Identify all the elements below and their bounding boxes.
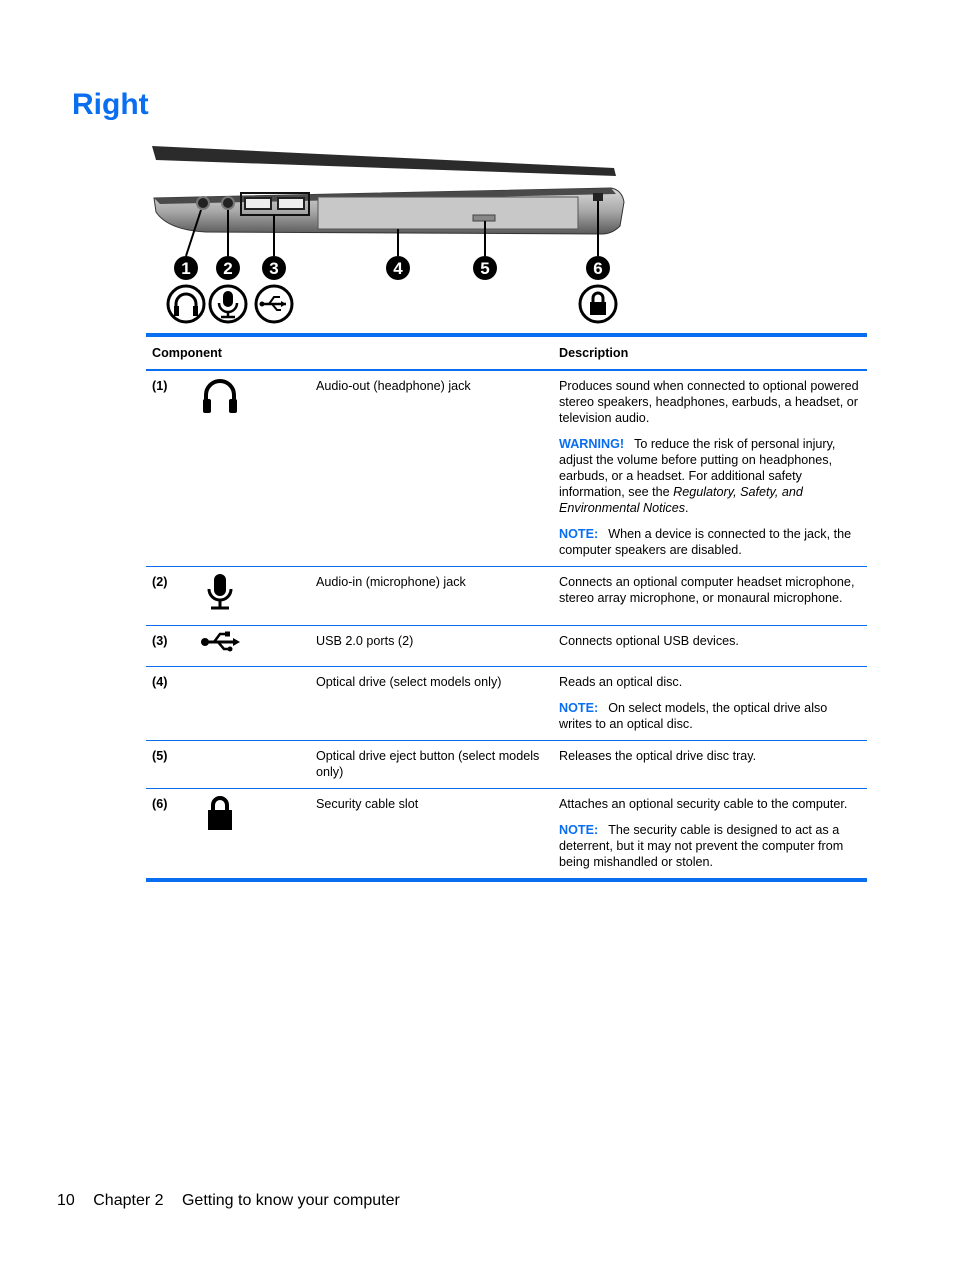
microphone-icon: [200, 571, 240, 613]
laptop-right-side-illustration: [146, 140, 646, 330]
note-text: The security cable is designed to act as a deterrent, but it may not prevent the computer from being mishandled or stolen.: [559, 823, 844, 869]
chapter-label: Chapter 2: [93, 1192, 164, 1209]
row-number: (1): [152, 379, 168, 393]
warning-text: To reduce the risk of personal injury, adjust the volume before putting on headphones, earbuds, or a headset. For additional safety information, see the: [559, 437, 836, 499]
svg-text:3: 3: [269, 259, 279, 278]
table-header-row: [146, 335, 867, 370]
lock-icon: [200, 793, 240, 833]
usb-icon: [200, 630, 242, 654]
warning-label: WARNING!: [559, 437, 625, 451]
svg-text:6: 6: [593, 259, 603, 278]
table-row: [146, 626, 867, 667]
component-name: USB 2.0 ports (2): [316, 634, 414, 648]
note: [559, 700, 861, 732]
component-name: Audio-in (microphone) jack: [316, 575, 466, 589]
note-label: NOTE:: [559, 823, 599, 837]
row-number: (5): [152, 749, 168, 763]
page-title: Right: [72, 88, 149, 121]
note: [559, 526, 861, 558]
description-text: Connects an optional computer headset microphone, stereo array microphone, or monaural microphone.: [559, 575, 855, 605]
callout-1: [174, 256, 198, 280]
note-label: NOTE:: [559, 701, 599, 715]
table-row: [146, 667, 867, 741]
callout-3: [262, 256, 286, 280]
table-row: [146, 567, 867, 626]
table-row: [146, 789, 867, 881]
page-number: 10: [57, 1192, 75, 1209]
callout-6: [586, 256, 610, 280]
row-number: (4): [152, 675, 168, 689]
row-number: (6): [152, 797, 168, 811]
description-text: Releases the optical drive disc tray.: [559, 749, 757, 763]
chapter-title: Getting to know your computer: [181, 1192, 400, 1209]
warning-note: WARNING! To reduce the risk of personal injury, adjust the volume before putting on headphones, earbuds, or a headset. For additional safety information, see the Regulatory, Safety, and Environmental Notices.: [559, 437, 836, 515]
lock-icon: [580, 286, 616, 322]
note-text: When a device is connected to the jack, the computer speakers are disabled.: [559, 527, 852, 557]
page-footer: [57, 1192, 414, 1210]
component-name: Optical drive eject button (select models only): [316, 749, 540, 779]
note: [559, 822, 861, 870]
component-name: Security cable slot: [316, 797, 419, 811]
warning-reference: Regulatory, Safety, and Environmental Notices: [559, 485, 803, 515]
svg-text:5: 5: [480, 259, 490, 278]
headphone-icon: [168, 286, 204, 322]
component-name: Optical drive (select models only): [316, 675, 502, 689]
usb-icon: [256, 286, 292, 322]
column-header-description: Description: [559, 346, 629, 360]
note-text: On select models, the optical drive also writes to an optical disc.: [559, 701, 828, 731]
note-label: NOTE:: [559, 527, 599, 541]
microphone-icon: [210, 286, 246, 322]
table-row: [146, 741, 867, 789]
headphone-icon: [200, 375, 240, 415]
svg-text:4: 4: [393, 259, 403, 278]
svg-text:1: 1: [181, 259, 191, 278]
callout-2: [216, 256, 240, 280]
table-row: [146, 370, 867, 567]
column-header-component: Component: [152, 346, 222, 360]
description-text: Reads an optical disc.: [559, 675, 683, 689]
component-name: Audio-out (headphone) jack: [316, 379, 471, 393]
components-table: [146, 333, 867, 882]
description-text: Produces sound when connected to optional powered stereo speakers, headphones, earbuds, a headset, or television audio.: [559, 379, 859, 425]
row-number: (2): [152, 575, 168, 589]
description-text: Attaches an optional security cable to the computer.: [559, 797, 848, 811]
svg-text:2: 2: [223, 259, 233, 278]
description-text: Connects optional USB devices.: [559, 634, 739, 648]
callout-4: [386, 256, 410, 280]
callout-5: [473, 256, 497, 280]
row-number: (3): [152, 634, 168, 648]
